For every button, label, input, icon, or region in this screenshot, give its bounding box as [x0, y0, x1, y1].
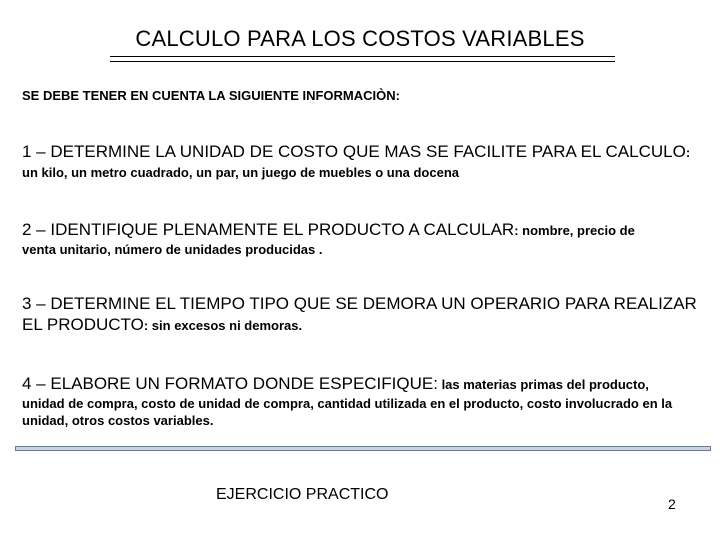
- page-number: 2: [668, 496, 676, 512]
- list-item-3: [22, 294, 702, 336]
- list-item-4: [22, 374, 702, 429]
- title-underline: [110, 56, 615, 57]
- item-1-detail: : un kilo, un metro cuadrado, un par, un juego de muebles o una docena: [22, 145, 691, 180]
- divider-bar: [15, 446, 711, 451]
- list-item-1: [22, 142, 702, 183]
- item-4-heading: 4 – ELABORE UN FORMATO DONDE ESPECIFIQUE:: [22, 374, 438, 393]
- item-4-detail-continued: unidad de compra, costo de unidad de compra, cantidad utilizada en el producto, costo involucrado en la unidad, otros costos variables.: [22, 396, 673, 428]
- slide-title: CALCULO PARA LOS COSTOS VARIABLES: [135, 26, 585, 51]
- item-3-detail: : sin excesos ni demoras.: [143, 318, 303, 333]
- item-3-heading: 3 – DETERMINE EL TIEMPO TIPO QUE SE DEMORA UN OPERARIO PARA REALIZAR EL PRODUCTO: [22, 294, 697, 334]
- item-2-detail-continued: venta unitario, número de unidades producidas .: [22, 242, 323, 257]
- item-2-detail: : nombre, precio de: [514, 223, 635, 238]
- list-item-2: [22, 220, 702, 258]
- title-underline-second: [110, 61, 615, 62]
- item-4-detail: las materias primas del producto,: [437, 377, 649, 392]
- intro-text: SE DEBE TENER EN CUENTA LA SIGUIENTE INFORMACIÒN:: [22, 88, 400, 103]
- item-1-heading: 1 – DETERMINE LA UNIDAD DE COSTO QUE MAS SE FACILITE PARA EL CALCULO: [22, 142, 686, 161]
- item-2-heading: 2 – IDENTIFIQUE PLENAMENTE EL PRODUCTO A CALCULAR: [22, 220, 515, 239]
- footer-text: EJERCICIO PRACTICO: [216, 486, 389, 503]
